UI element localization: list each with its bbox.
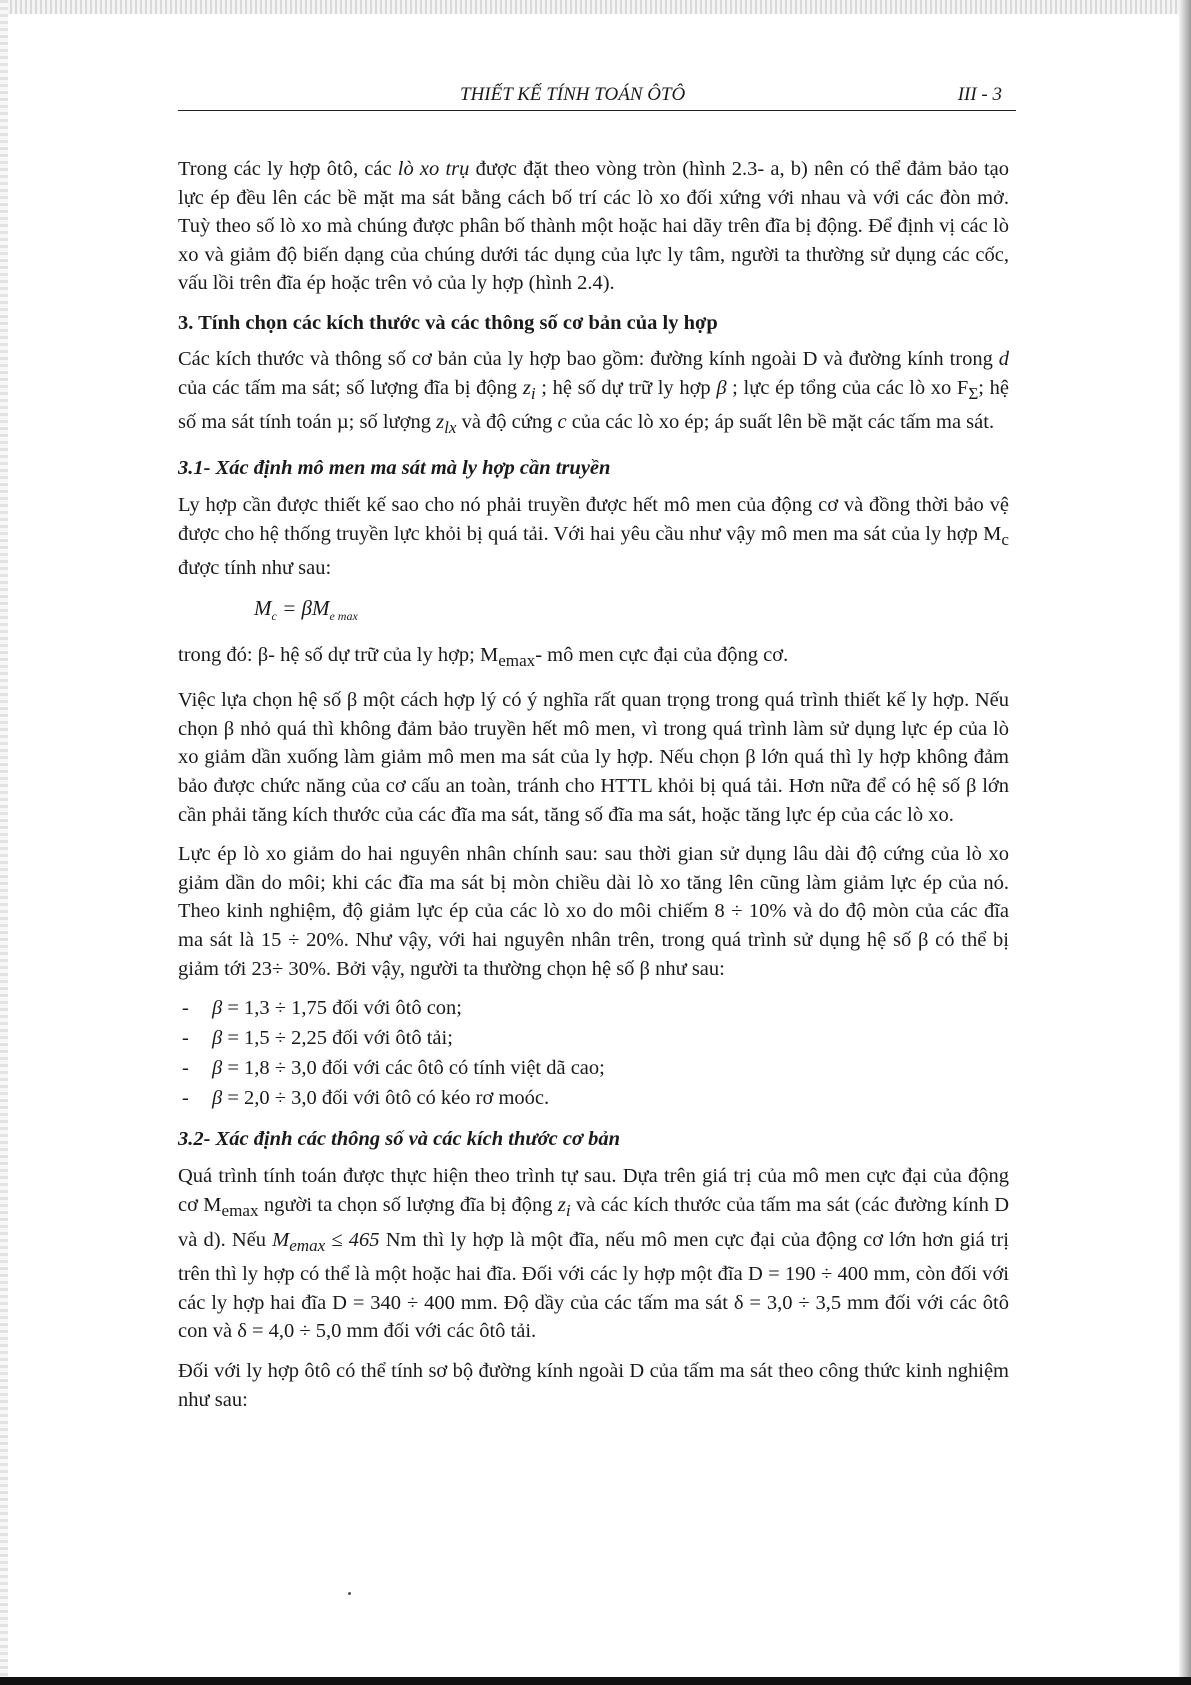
page-header xyxy=(178,84,1016,111)
list-item: - β = 1,3 ÷ 1,75 đối với ôtô con; xyxy=(178,994,1009,1024)
subsection-3-2-heading: 3.2- Xác định các thông số và các kích thước cơ bản xyxy=(178,1128,620,1151)
document-body xyxy=(178,155,1009,1425)
scan-edge-left xyxy=(0,0,8,1685)
list-item: - β = 1,8 ÷ 3,0 đối với các ôtô có tính việt dã cao; xyxy=(178,1054,1009,1084)
scan-edge-right xyxy=(1179,0,1191,1685)
list-item: - β = 1,5 ÷ 2,25 đối với ôtô tải; xyxy=(178,1024,1009,1054)
subsection-3-1-paragraph-2: Việc lựa chọn hệ số β một cách hợp lý có ý nghĩa rất quan trọng trong quá trình thiết kế ly hợp. Nếu chọn β nhỏ quá thì không đảm bảo truyền hết mô men, vì trong quá trình làm sử dụng lực ép của lò xo giảm dần xuống làm giảm mô men ma sát của ly hợp. Nếu chọn β lớn quá thì ly hợp không đảm bảo được chức năng của cơ cấu an toàn, tránh cho HTTL khỏi bị quá tải. Hơn nữa để có hệ số β lớn cần phải tăng kích thước của các đĩa ma sát, tăng số đĩa ma sát, hoặc tăng lực ép của các lò xo. xyxy=(178,689,1009,826)
intro-paragraph: Trong các ly hợp ôtô, các lò xo trụ được đặt theo vòng tròn (hình 2.3- a, b) nên có thể đảm bảo tạo lực ép đều lên các bề mặt ma sát bằng cách bố trí các lò xo đối xứng với nhau và với các đòn mở. Tuỳ theo số lò xo mà chúng được phân bố thành một hoặc hai dãy trên đĩa bị động. Để định vị các lò xo và giảm độ biến dạng của chúng dưới tác dụng của lực ly tâm, người ta thường sử dụng các cốc, vấu lồi trên đĩa ép hoặc trên vỏ của ly hợp (hình 2.4). xyxy=(178,158,1010,295)
subsection-3-1-paragraph-1: Ly hợp cần được thiết kế sao cho nó phải truyền được hết mô men của động cơ và đồng thời bảo vệ được cho hệ thống truyền lực khỏi bị quá tải. Với hai yêu cầu như vậy mô men ma sát của ly hợp $M_c$ được tính như sau: xyxy=(178,493,1009,580)
section-3-heading: 3. Tính chọn các kích thước và các thông số cơ bản của ly hợp xyxy=(178,311,718,334)
header-title: THIẾT KẾ TÍNH TOÁN ÔTÔ xyxy=(460,84,686,105)
subsection-3-1-heading: 3.1- Xác định mô men ma sát mà ly hợp cần truyền xyxy=(178,456,611,479)
scan-edge-top xyxy=(0,0,1191,14)
subsection-3-2-paragraph-2: Đối với ly hợp ôtô có thể tính sơ bộ đường kính ngoài D của tấm ma sát theo công thức kinh nghiệm như sau: xyxy=(178,1359,1009,1411)
scan-edge-bottom xyxy=(0,1677,1191,1685)
section-3-paragraph: Các kích thước và thông số cơ bản của ly hợp bao gồm: đường kính ngoài D và đường kính trong d của các tấm ma sát; số lượng đĩa bị động $z_i$ ; hệ số dự trữ ly hợp β ; lực ép tổng của các lò xo $F_\Sigma$; hệ số ma sát tính toán µ; số lượng $z_{lx}$ và độ cứng c của các lò xo ép; áp suất lên bề mặt các tấm ma sát. xyxy=(178,347,1009,438)
list-item: - β = 2,0 ÷ 3,0 đối với ôtô có kéo rơ moóc. xyxy=(178,1084,1009,1114)
subsection-3-2-paragraph-1: Quá trình tính toán được thực hiện theo trình tự sau. Dựa trên giá trị của mô men cực đại của động cơ $M_{emax}$ người ta chọn số lượng đĩa bị động $z_i$ và các kích thước của tấm ma sát (các đường kính D và d). Nếu $M_{emax} \le 465$ Nm thì ly hợp là một đĩa, nếu mô men cực đại của động cơ lớn hơn giá trị trên thì ly hợp có thể là một hoặc hai đĩa. Đối với các ly hợp một đĩa D = 190 ÷ 400 mm, còn đối với các ly hợp hai đĩa D = 340 ÷ 400 mm. Độ dầy của các tấm ma sát δ = 3,0 ÷ 3,5 mm đối với các ôtô con và δ = 4,0 ÷ 5,0 mm đối với các ôtô tải. xyxy=(178,1165,1010,1343)
friction-moment-formula: $M_c = \beta M_{e max}$ xyxy=(254,595,358,623)
beta-value-list xyxy=(178,994,1009,1114)
page-number: III - 3 xyxy=(957,84,1002,105)
subsection-3-1-paragraph-3: Lực ép lò xo giảm do hai nguyên nhân chính sau: sau thời gian sử dụng lâu dài độ cứng của lò xo giảm dần do môi; khi các đĩa ma sát bị mòn chiều dài lò xo tăng lên cũng làm giảm lực ép của nó. Theo kinh nghiệm, độ giảm lực ép của các lò xo do môi chiếm 8 ÷ 10% và do độ mòn của các đĩa ma sát là 15 ÷ 20%. Như vậy, với hai nguyên nhân trên, trong quá trình sử dụng hệ số β có thể bị giảm tới 23÷ 30%. Bởi vậy, người ta thường chọn hệ số β như sau: xyxy=(178,843,1009,980)
formula-explanation: trong đó: β- hệ số dự trữ của ly hợp; $M_{emax}-$ mô men cực đại của động cơ. xyxy=(178,643,789,670)
scan-speck xyxy=(348,1592,351,1595)
